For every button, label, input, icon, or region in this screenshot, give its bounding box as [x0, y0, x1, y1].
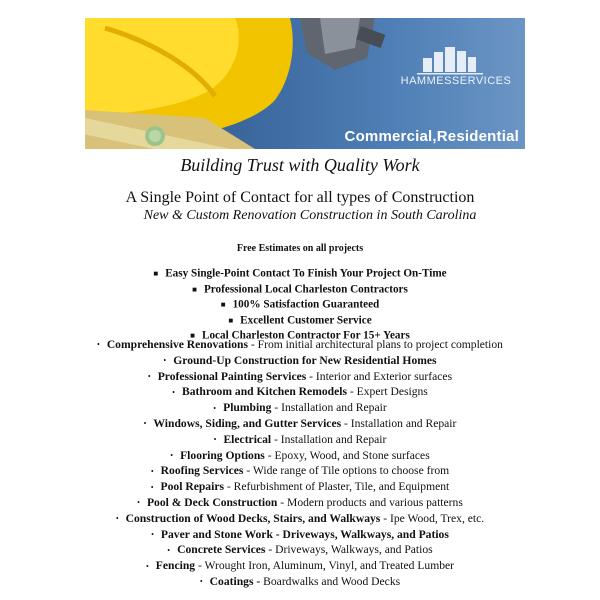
- list-item: • Concrete Services - Driveways, Walkways, and Patios: [0, 542, 600, 558]
- bullet-icon: •: [137, 498, 140, 508]
- list-item: • Fencing - Wrought Iron, Aluminum, Vinyl, and Treated Lumber: [0, 558, 600, 574]
- bullet-icon: ■: [192, 284, 197, 294]
- bullet-icon: •: [115, 514, 119, 524]
- list-item: ■ Excellent Customer Service: [0, 313, 600, 329]
- list-item: • Plumbing - Installation and Repair: [0, 400, 600, 416]
- list-item: • Pool & Deck Construction - Modern products and various patterns: [0, 495, 600, 511]
- bullet-icon: •: [151, 530, 154, 539]
- bullet-icon: •: [213, 435, 217, 445]
- list-item: • Paver and Stone Work - Driveways, Walkways, and Patios: [0, 527, 600, 543]
- brand-logo-text: HAMMESSERVICES: [400, 75, 512, 87]
- list-item: • Bathroom and Kitchen Remodels - Expert Designs: [0, 384, 600, 400]
- list-item: • Comprehensive Renovations - From initial architectural plans to project completion: [0, 337, 600, 353]
- bullet-icon: •: [199, 577, 203, 587]
- headline: Building Trust with Quality Work: [180, 155, 420, 175]
- bullet-icon: •: [147, 372, 151, 382]
- list-item: ■ Professional Local Charleston Contractors: [0, 282, 600, 298]
- bullet-icon: •: [150, 466, 154, 476]
- list-item: • Ground-Up Construction for New Residential Homes: [0, 353, 600, 369]
- list-item: • Electrical - Installation and Repair: [0, 432, 600, 448]
- list-item: • Construction of Wood Decks, Stairs, and Walkways - Ipe Wood, Trex, etc.: [0, 511, 600, 527]
- feature-list: [0, 266, 600, 344]
- bullet-icon: •: [150, 482, 154, 492]
- bullet-icon: •: [143, 419, 147, 429]
- banner-tagline: Commercial,Residential: [344, 128, 519, 145]
- list-item: ■ 100% Satisfaction Guaranteed: [0, 297, 600, 313]
- list-item: • Flooring Options - Epoxy, Wood, and Stone surfaces: [0, 448, 600, 464]
- list-item: • Coatings - Boardwalks and Wood Decks: [0, 574, 600, 590]
- banner-image: [85, 18, 525, 149]
- subheading-contact: A Single Point of Contact for all types of Construction: [125, 189, 475, 206]
- services-list: [0, 337, 600, 590]
- list-item: ■ Local Charleston Contractor For 15+ Years: [0, 328, 600, 344]
- list-item: • Roofing Services - Wide range of Tile options to choose from: [0, 463, 600, 479]
- bullet-icon: •: [97, 340, 100, 350]
- bullet-icon: •: [213, 403, 217, 413]
- free-estimates-note: Free Estimates on all projects: [236, 243, 364, 254]
- list-item: • Professional Painting Services - Interior and Exterior surfaces: [0, 369, 600, 385]
- subheading-renovation: New & Custom Renovation Construction in South Carolina: [143, 208, 477, 223]
- list-item: • Windows, Siding, and Gutter Services - Installation and Repair: [0, 416, 600, 432]
- bullet-icon: ■: [190, 331, 195, 341]
- bullet-icon: •: [172, 387, 175, 397]
- bullet-icon: •: [163, 356, 167, 366]
- bullet-icon: •: [167, 545, 171, 555]
- bullet-icon: •: [170, 451, 174, 461]
- bullet-icon: ■: [228, 315, 234, 325]
- list-item: ■ Easy Single-Point Contact To Finish Your Project On-Time: [0, 266, 600, 282]
- bullet-icon: ■: [153, 269, 159, 278]
- bullet-icon: ■: [220, 300, 226, 310]
- bullet-icon: •: [145, 561, 149, 571]
- list-item: • Pool Repairs - Refurbishment of Plaster, Tile, and Equipment: [0, 479, 600, 495]
